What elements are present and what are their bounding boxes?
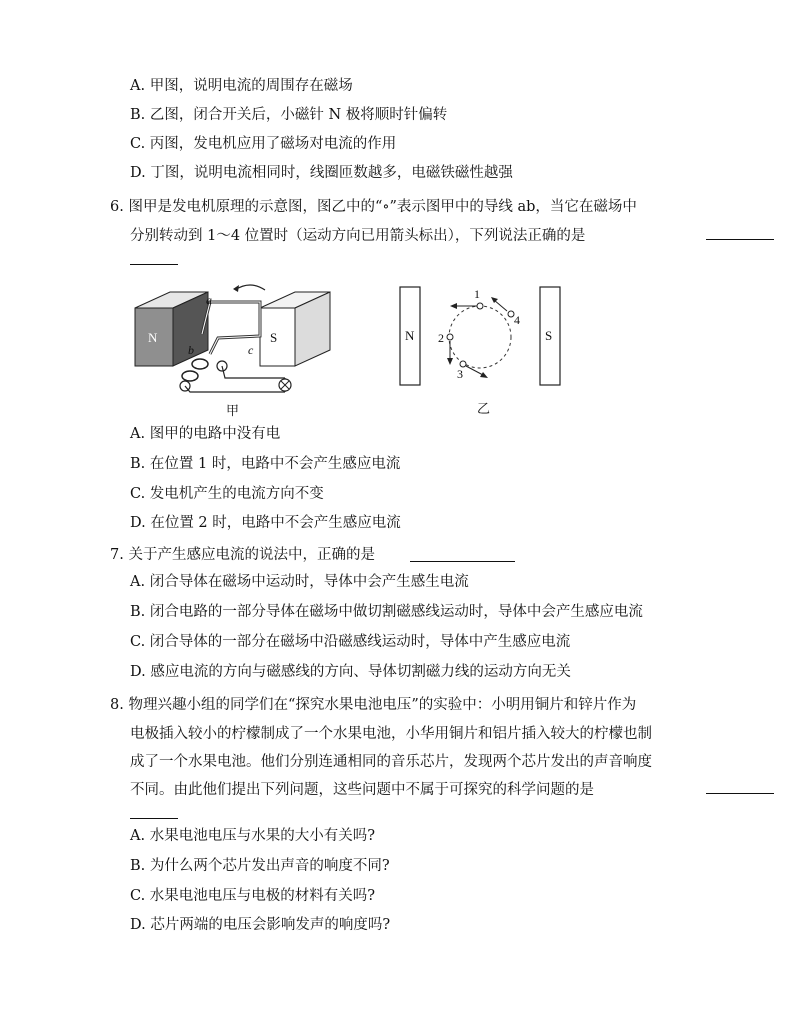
q8-answer-blank [706, 793, 774, 794]
q6-answer-blank-cont [130, 264, 178, 265]
q5-option-b: B. 乙图，闭合开关后，小磁针 N 极将顺时针偏转 [130, 107, 448, 123]
q6-option-c: C. 发电机产生的电流方向不变 [130, 486, 324, 502]
q6-stem-line1: 6. 图甲是发电机原理的示意图，图乙中的“∘”表示图甲中的导线 ab，当它在磁场中 [110, 199, 637, 215]
q6-option-d: D. 在位置 2 时，电路中不会产生感应电流 [130, 515, 401, 531]
q8-option-a: A. 水果电池电压与水果的大小有关吗? [130, 828, 375, 844]
pole-s-label: S [545, 328, 553, 343]
q8-stem-line3: 成了一个水果电池。他们分别连通相同的音乐芯片，发现两个芯片发出的声音响度 [130, 754, 652, 770]
q8-stem-line2: 电极插入较小的柠檬制成了一个水果电池，小华用铜片和铝片插入较大的柠檬也制 [130, 726, 652, 742]
magnet-s-label: S [270, 330, 278, 345]
wire-c-label: c [248, 343, 254, 357]
q5-option-d: D. 丁图，说明电流相同时，线圈匝数越多，电磁铁磁性越强 [130, 165, 513, 181]
q7-answer-blank [410, 561, 515, 562]
q8-option-d: D. 芯片两端的电压会影响发声的响度吗? [130, 917, 391, 933]
q8-option-b: B. 为什么两个芯片发出声音的响度不同? [130, 858, 390, 874]
q6-option-b: B. 在位置 1 时，电路中不会产生感应电流 [130, 456, 401, 472]
q8-option-c: C. 水果电池电压与电极的材料有关吗? [130, 888, 376, 904]
q6-stem-line2: 分别转动到 1～4 位置时（运动方向已用箭头标出），下列说法正确的是 [130, 228, 586, 244]
wire-b-label: b [188, 343, 194, 357]
figure-jia-caption: 甲 [226, 404, 240, 419]
q5-option-a: A. 甲图，说明电流的周围存在磁场 [130, 78, 353, 94]
position-3-label: 3 [457, 367, 463, 381]
position-4-label: 4 [514, 313, 520, 327]
q8-stem-line4: 不同。由此他们提出下列问题，这些问题中不属于可探究的科学问题的是 [130, 782, 594, 798]
q8-answer-blank-cont [130, 818, 178, 819]
generator-diagram [130, 278, 340, 418]
q5-option-c: C. 丙图，发电机应用了磁场对电流的作用 [130, 136, 397, 152]
q6-answer-blank [706, 239, 774, 240]
position-2-label: 2 [438, 331, 444, 345]
pole-n-label: N [405, 328, 415, 343]
position-1-label: 1 [474, 287, 480, 301]
q7-option-c: C. 闭合导体的一部分在磁场中沿磁感线运动时，导体中产生感应电流 [130, 634, 571, 650]
figure-yi-caption: 乙 [477, 402, 491, 417]
q8-stem-line1: 8. 物理兴趣小组的同学们在“探究水果电池电压”的实验中：小明用铜片和锌片作为 [110, 697, 637, 713]
wire-a-label: a [206, 293, 212, 307]
q6-option-a: A. 图甲的电路中没有电 [130, 426, 281, 442]
q7-stem: 7. 关于产生感应电流的说法中，正确的是 [110, 547, 375, 563]
positions-diagram [395, 282, 570, 392]
q7-option-d: D. 感应电流的方向与磁感线的方向、导体切割磁力线的运动方向无关 [130, 664, 571, 680]
q7-option-a: A. 闭合导体在磁场中运动时，导体中会产生感生电流 [130, 574, 469, 590]
magnet-n-label: N [148, 330, 158, 345]
q7-option-b: B. 闭合电路的一部分导体在磁场中做切割磁感线运动时，导体中会产生感应电流 [130, 604, 643, 620]
